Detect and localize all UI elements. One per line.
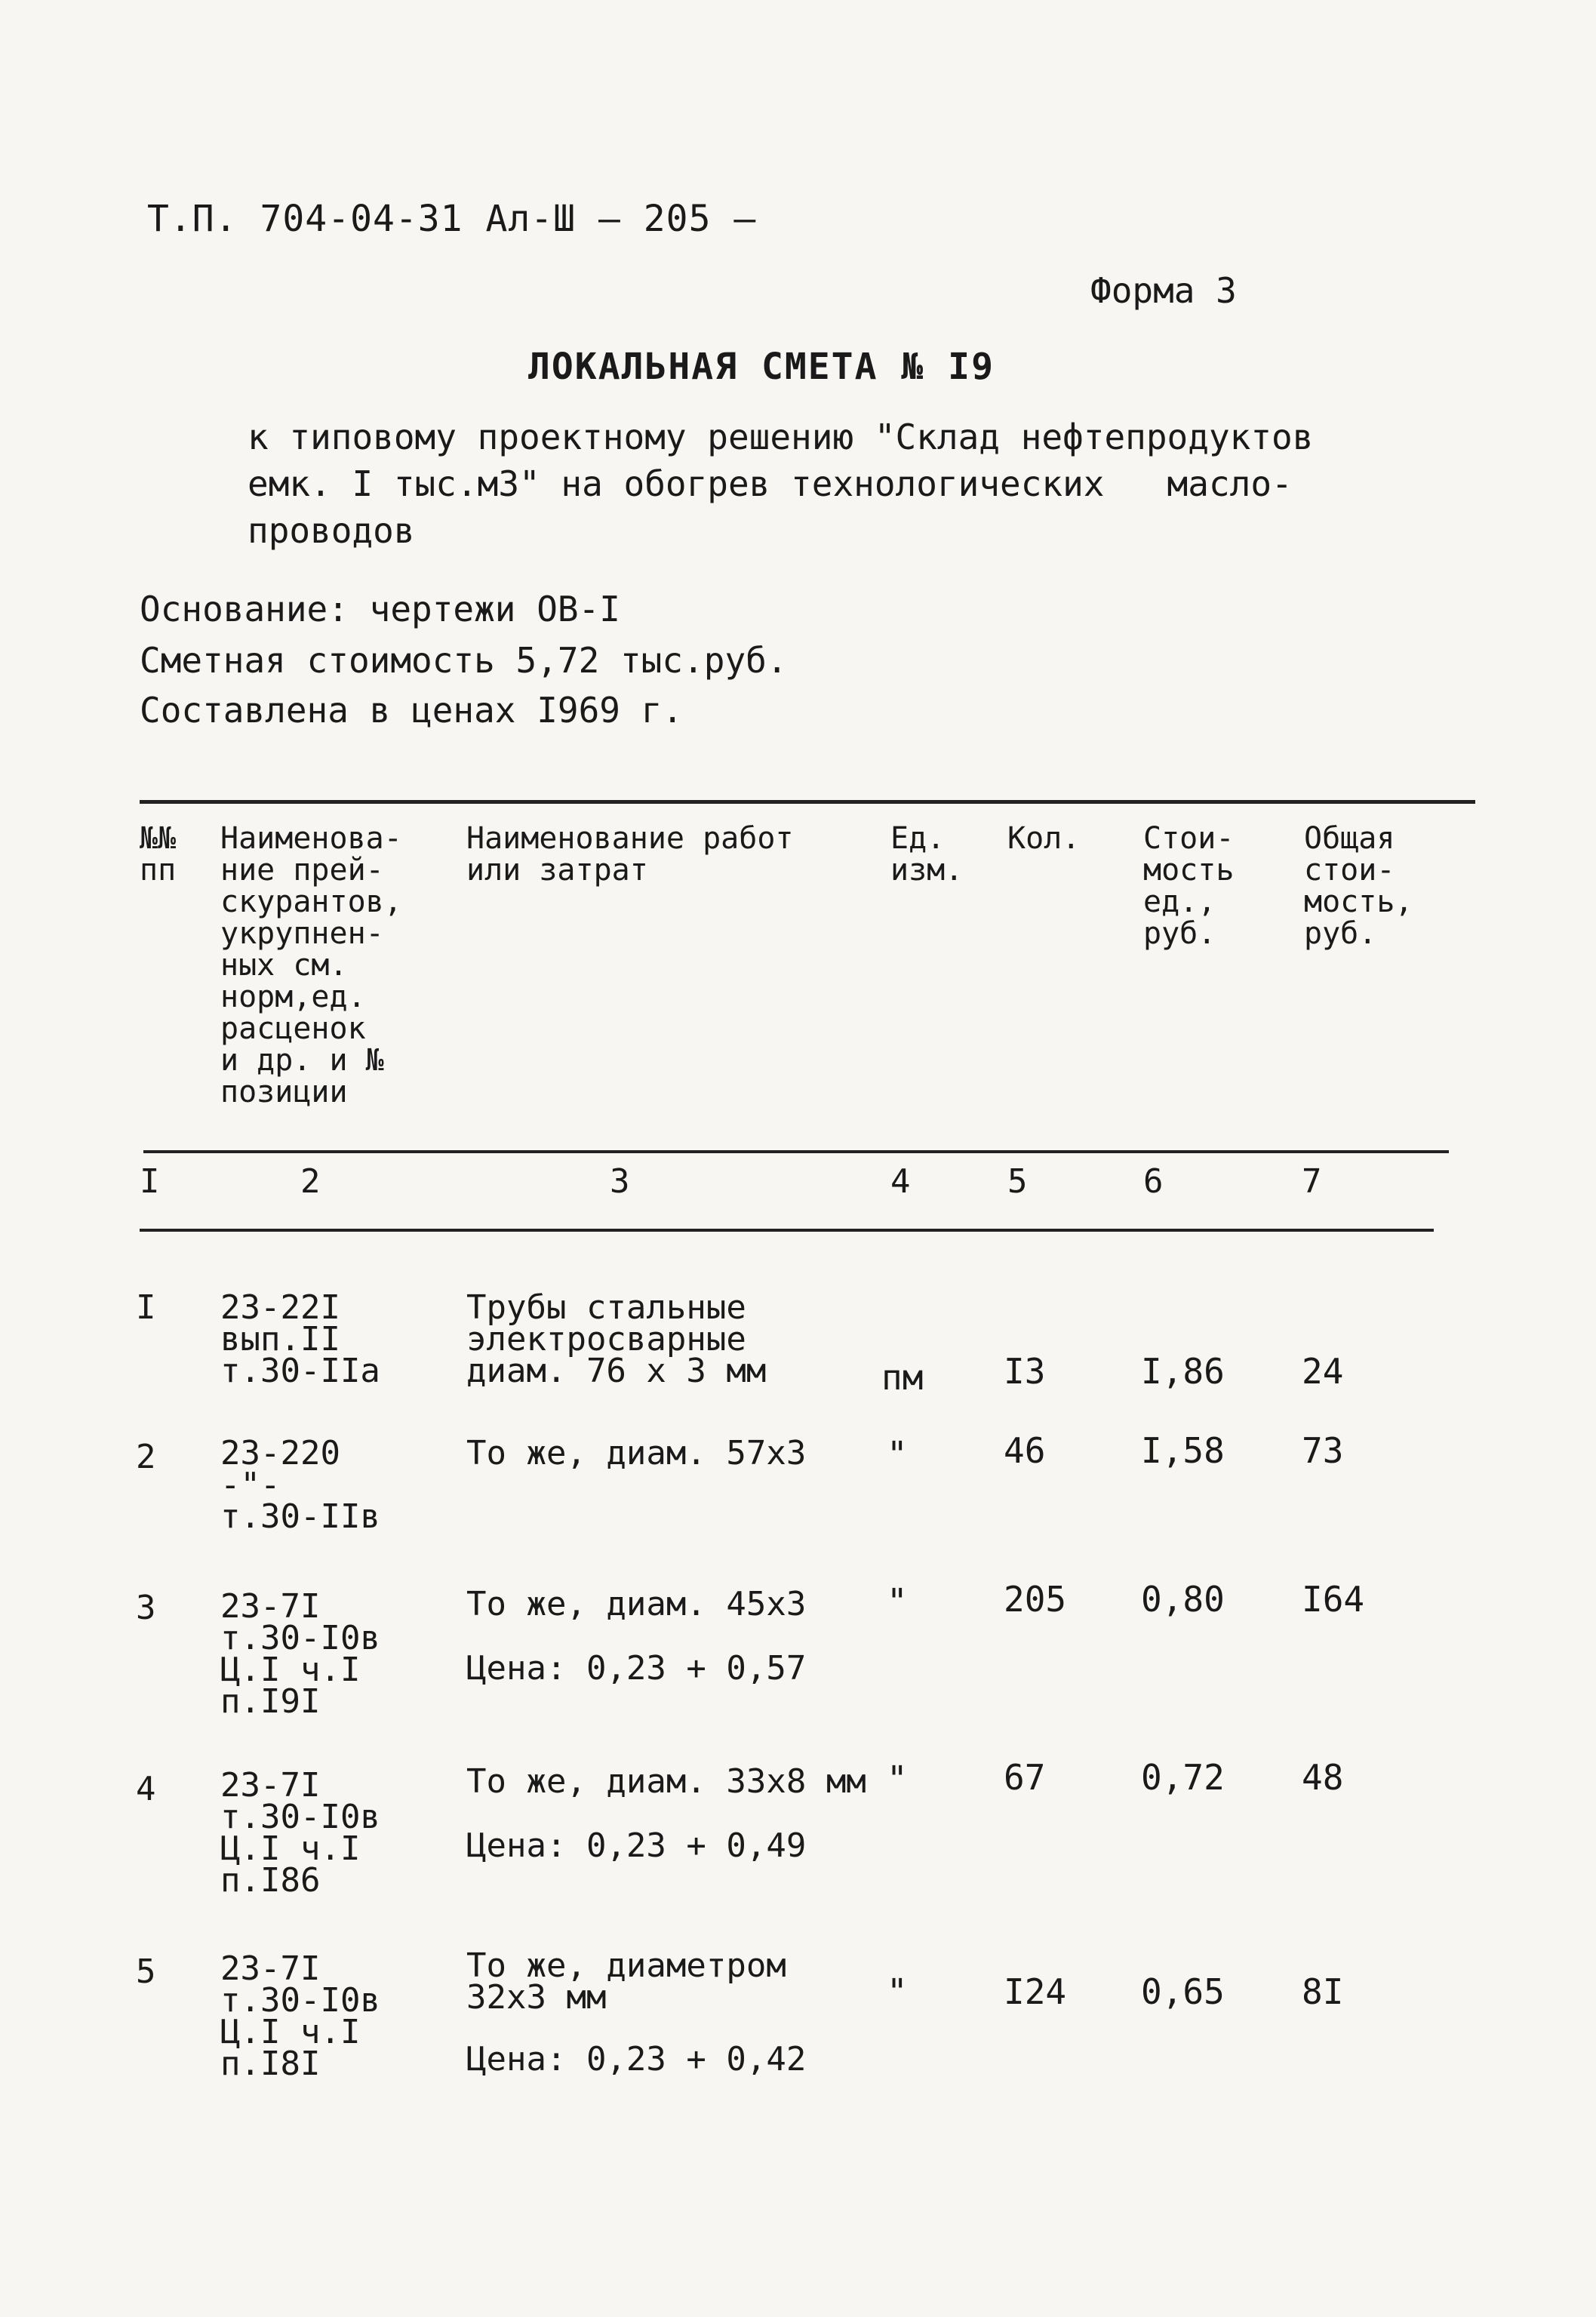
row-price-formula: Цена: 0,23 + 0,57: [466, 1649, 807, 1688]
row-quantity: 46: [1004, 1430, 1046, 1471]
basis-line: Основание: чертежи ОВ-I: [140, 589, 620, 629]
row-number: I: [136, 1288, 156, 1327]
row-reference: 23-22I вып.II т.30-IIа: [220, 1288, 380, 1390]
row-total: 73: [1302, 1430, 1344, 1471]
form-number: Форма 3: [1090, 270, 1237, 311]
row-total: I64: [1302, 1579, 1365, 1620]
row-unit: ": [887, 1581, 908, 1622]
col-header-num: №№ пп: [140, 821, 177, 888]
row-unit-cost: 0,80: [1141, 1579, 1225, 1620]
col-number: 5: [1007, 1162, 1028, 1201]
row-reference: 23-7I т.30-I0в Ц.I ч.I п.I86: [220, 1766, 380, 1900]
row-price-formula: Цена: 0,23 + 0,49: [466, 1826, 807, 1865]
col-number: 2: [300, 1162, 321, 1201]
row-unit-cost: 0,72: [1141, 1757, 1225, 1798]
row-reference: 23-7I т.30-I0в Ц.I ч.I п.I9I: [220, 1587, 380, 1721]
row-number: 3: [136, 1589, 156, 1627]
col-header-work: Наименование работ или затрат: [466, 821, 794, 888]
row-work: То же, диам. 45х3: [466, 1585, 807, 1623]
row-total: 24: [1302, 1351, 1344, 1392]
row-unit-cost: I,58: [1141, 1430, 1225, 1471]
col-number: 7: [1302, 1162, 1322, 1201]
row-number: 5: [136, 1952, 156, 1991]
row-unit-cost: 0,65: [1141, 1971, 1225, 2012]
row-reference: 23-220 -"- т.30-IIв: [220, 1434, 380, 1536]
row-work: То же, диам. 57х3: [466, 1434, 807, 1472]
col-number: 4: [890, 1162, 911, 1201]
row-work: То же, диаметром 32х3 мм: [466, 1946, 786, 2017]
row-unit: ": [887, 1759, 908, 1799]
document-code: Т.П. 704-04-31 Ал-Ш — 205 —: [147, 198, 757, 240]
col-header-qty: Кол.: [1007, 821, 1081, 856]
colnum-bottom-rule: [140, 1229, 1434, 1232]
col-number: 6: [1143, 1162, 1164, 1201]
prices-year-line: Составлена в ценах I969 г.: [140, 690, 684, 731]
row-unit: ": [887, 1971, 908, 2012]
intro-text: к типовому проектному решению "Склад нефтепродуктов емк. I тыс.м3" на обогрев технологических масло- проводов: [248, 417, 1314, 551]
row-quantity: 67: [1004, 1757, 1046, 1798]
col-header-unit-cost: Стои- мость ед., руб.: [1143, 821, 1235, 951]
col-header-total: Общая стои- мость, руб.: [1304, 821, 1413, 951]
row-number: 2: [136, 1438, 156, 1476]
col-number: 3: [610, 1162, 630, 1201]
header-bottom-rule: [143, 1150, 1449, 1153]
row-unit: пм: [881, 1357, 924, 1398]
col-header-ref: Наименова- ние прей- скурантов, укрупнен- ных см. норм,ед. расценок и др. и № позиции: [220, 821, 402, 1109]
row-unit: ": [887, 1434, 908, 1475]
row-quantity: I3: [1004, 1351, 1046, 1392]
row-total: 48: [1302, 1757, 1344, 1798]
row-reference: 23-7I т.30-I0в Ц.I ч.I п.I8I: [220, 1949, 380, 2083]
row-quantity: I24: [1004, 1971, 1067, 2012]
row-work: Трубы стальные электросварные диам. 76 х 3 мм: [466, 1288, 767, 1390]
row-price-formula: Цена: 0,23 + 0,42: [466, 2040, 807, 2079]
col-number: I: [140, 1162, 160, 1201]
row-work: То же, диам. 33х8 мм: [466, 1762, 866, 1801]
row-total: 8I: [1302, 1971, 1344, 2012]
row-quantity: 205: [1004, 1579, 1067, 1620]
page-title: ЛОКАЛЬНАЯ СМЕТА № I9: [528, 346, 995, 388]
row-number: 4: [136, 1770, 156, 1808]
table-top-rule: [140, 800, 1475, 804]
col-header-unit: Ед. изм.: [890, 821, 964, 888]
row-unit-cost: I,86: [1141, 1351, 1225, 1392]
estimated-cost-line: Сметная стоимость 5,72 тыс.руб.: [140, 640, 788, 681]
